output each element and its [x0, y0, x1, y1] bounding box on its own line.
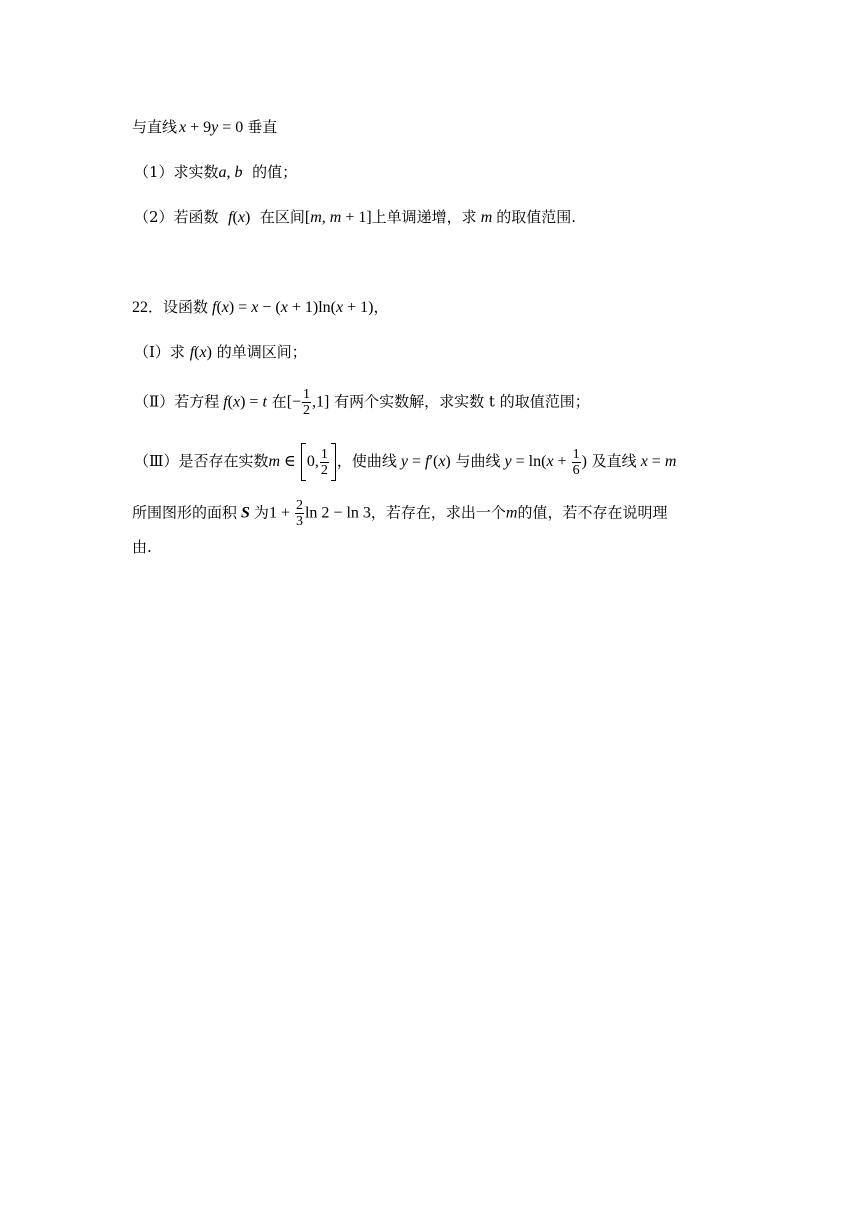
q21-math-line: x [179, 119, 187, 136]
q22-part1: （Ⅰ）求 f(x) 的单调区间； [134, 343, 307, 361]
left-bracket [301, 443, 306, 481]
q22-stem: 22．设函数 f(x) = x − (x + 1)ln(x + 1)， [132, 298, 389, 316]
q21-t1: 与直线 [132, 118, 178, 136]
q22-part2: （Ⅱ）若方程 f(x) = t 在[− $\frac{1}{2}$ ,1] 有两个实数解，求实数 t 的取值范围； [134, 387, 590, 418]
q21-part2: （2）若函数 f(x) 在区间[m, m + 1]上单调递增，求 m 的取值范围. [134, 208, 577, 226]
q21-t2: 垂直 [247, 118, 278, 136]
right-bracket [331, 443, 336, 481]
fraction-half: $\frac{1}{2}$ [303, 387, 311, 418]
q21-part1: （1）求实数a, b 的值； [134, 163, 298, 181]
q21-line1: 与直线 x + 9y = 0 垂直 [132, 118, 278, 136]
q22-part3-line2: 所围图形的面积 S 为1 + $\frac{2}{3}$ ln 2 − ln 3，若存在，求出一个m的值，若不存在说明理 [132, 498, 668, 529]
q22-part3-line3: 由. [132, 538, 152, 556]
q22-part3-line1: （Ⅲ）是否存在实数m ∈ 0, $\frac{1}{2}$ ，使曲线 y = f′(x) 与曲线 y = ln(x + $\frac{1}{6}$ ) 及直线 x = m [134, 443, 676, 481]
